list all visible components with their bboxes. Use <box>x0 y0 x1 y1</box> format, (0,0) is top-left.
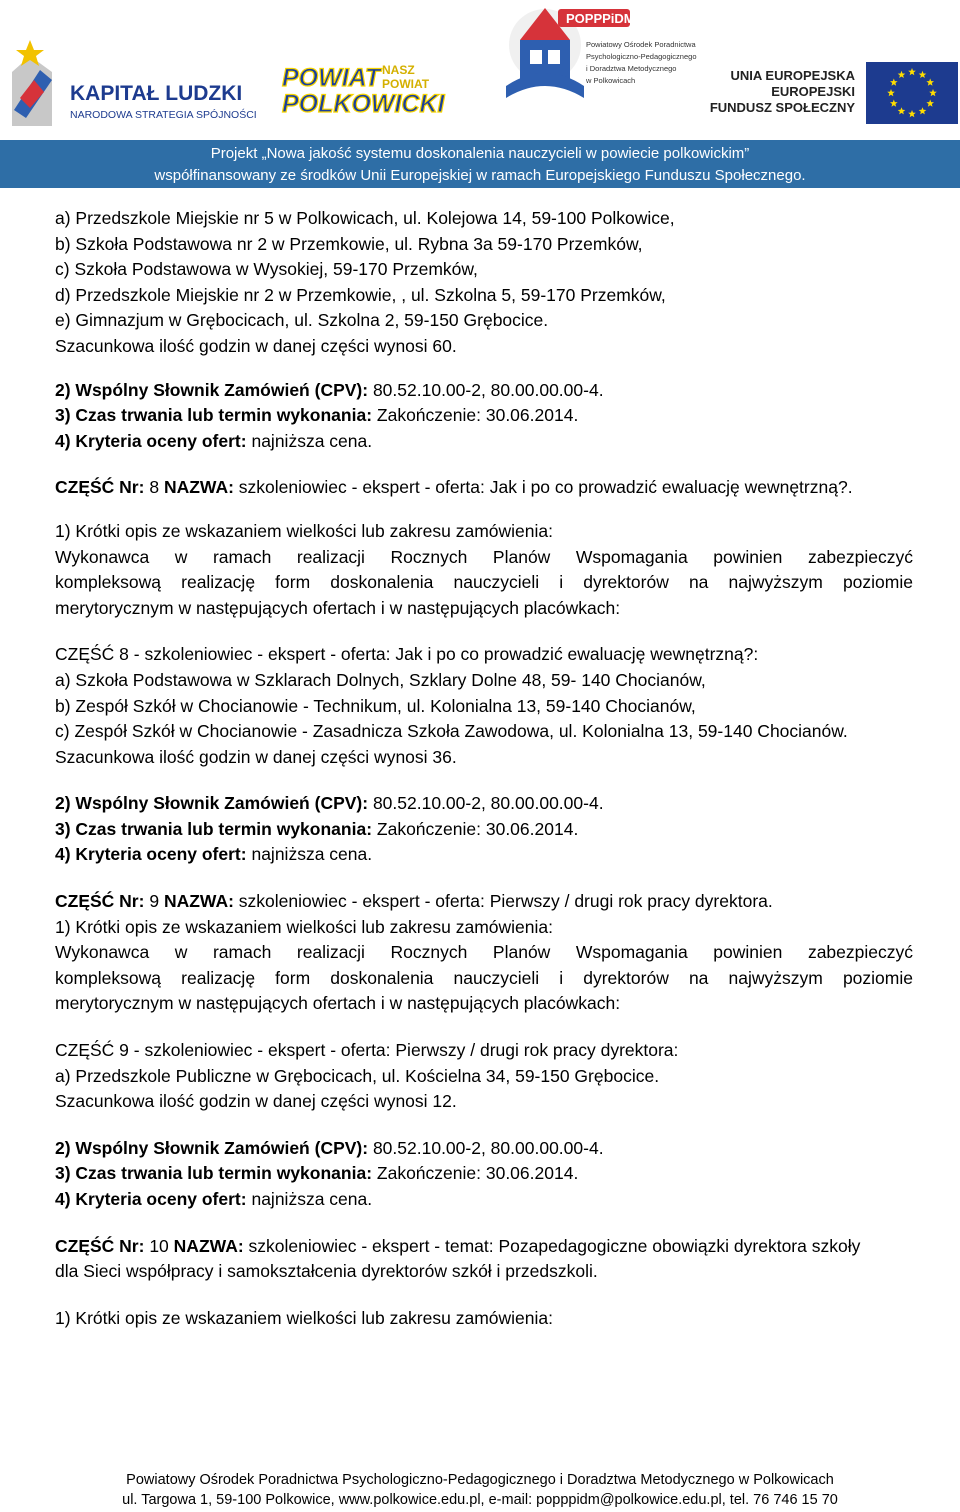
criteria-value: najniższa cena. <box>251 844 373 865</box>
criteria-line <box>55 1187 913 1213</box>
hours-note: Szacunkowa ilość godzin w danej części wynosi 12. <box>55 1091 457 1112</box>
time-label: 3) Czas trwania lub termin wykonania: <box>55 405 373 426</box>
poppidm-badge: POPPPiDM <box>566 11 635 26</box>
document-body <box>55 206 913 1331</box>
powiat-line2: POLKOWICKI <box>282 90 445 118</box>
list-item: a) Przedszkole Miejskie nr 5 w Polkowicach, ul. Kolejowa 14, 59-100 Polkowice, <box>55 208 675 228</box>
cpv-label: 2) Wspólny Słownik Zamówień (CPV): <box>55 1137 369 1158</box>
ue-line1: UNIA EUROPEJSKA <box>730 68 855 83</box>
part-name: szkoleniowiec - ekspert - temat: Pozapedagogiczne obowiązki dyrektora szkoły <box>248 1235 861 1256</box>
list-item: e) Gimnazjum w Grębocicach, ul. Szkolna 2, 59-150 Grębocice. <box>55 310 549 331</box>
criteria-label: 4) Kryteria oceny ofert: <box>55 1189 247 1209</box>
poppidm-line4: w Polkowicach <box>586 76 636 85</box>
part-name: szkoleniowiec - ekspert - oferta: Jak i po co prowadzić ewaluację wewnętrzną?. <box>238 477 853 498</box>
part-heading <box>55 475 913 501</box>
list-item: c) Zespół Szkół w Chocianowie - Zasadnicza Szkoła Zawodowa, ul. Kolonialna 13, 59-140 Chocianów. <box>55 721 848 742</box>
description-text: merytorycznym w następujących ofertach i w następujących placówkach: <box>55 597 621 618</box>
project-line1: Projekt „Nowa jakość systemu doskonalenia nauczycieli w powiecie polkowickim” <box>210 145 750 162</box>
part-label: CZĘŚĆ Nr: <box>55 891 145 912</box>
part-heading <box>55 1234 913 1260</box>
part-number: 8 <box>149 477 160 498</box>
time-line <box>55 403 913 429</box>
criteria-label: 4) Kryteria oceny ofert: <box>55 844 247 865</box>
description-label: 1) Krótki opis ze wskazaniem wielkości lub zakresu zamówienia: <box>55 1307 553 1328</box>
kapital-ludzki-logo <box>12 40 257 126</box>
time-value: Zakończenie: 30.06.2014. <box>376 818 579 839</box>
footer-line1: Powiatowy Ośrodek Poradnictwa Psychologiczno-Pedagogicznego i Doradztwa Metodycznego w Polkowicach <box>126 1472 834 1488</box>
description-text: Wykonawca w ramach realizacji Rocznych Planów Wspomagania powinien zabezpieczyć <box>55 546 913 567</box>
powiat-slogan2: POWIAT <box>382 77 430 91</box>
list-item: d) Przedszkole Miejskie nr 2 w Przemkowie, , ul. Szkolna 5, 59-170 Przemków, <box>55 284 666 305</box>
cpv-value: 80.52.10.00-2, 80.00.00.00-4. <box>372 793 604 814</box>
part-subheading: CZĘŚĆ 8 - szkoleniowiec - ekspert - oferta: Jak i po co prowadzić ewaluację wewnętrzną?: <box>55 644 759 665</box>
footer-line2: ul. Targowa 1, 59-100 Polkowice, www.polkowice.edu.pl, e-mail: popppidm@polkowice.edu.pl, tel. 76 746 15 70 <box>122 1492 838 1508</box>
list-item: b) Zespół Szkół w Chocianowie - Technikum, ul. Kolonialna 13, 59-140 Chocianów, <box>55 695 696 716</box>
poppidm-line1: Powiatowy Ośrodek Poradnictwa <box>586 40 696 49</box>
time-value: Zakończenie: 30.06.2014. <box>376 405 579 426</box>
description-text: Wykonawca w ramach realizacji Rocznych Planów Wspomagania powinien zabezpieczyć <box>55 942 913 963</box>
part-subheading: CZĘŚĆ 9 - szkoleniowiec - ekspert - oferta: Pierwszy / drugi rok pracy dyrektora: <box>55 1040 679 1061</box>
name-label: NAZWA: <box>173 1235 244 1256</box>
part-name-cont: dla Sieci współpracy i samokształcenia dyrektorów szkół i przedszkoli. <box>55 1261 598 1282</box>
list-item: b) Szkoła Podstawowa nr 2 w Przemkowie, ul. Rybna 3a 59-170 Przemków, <box>55 233 643 254</box>
description-text: kompleksową realizację form doskonalenia nauczycieli i dyrektorów na najwyższym poziomie <box>55 967 913 988</box>
kapital-title: KAPITAŁ LUDZKI <box>70 82 243 105</box>
part-number: 10 <box>149 1235 169 1256</box>
cpv-value: 80.52.10.00-2, 80.00.00.00-4. <box>372 1137 604 1158</box>
name-label: NAZWA: <box>163 477 234 498</box>
cpv-line <box>55 378 913 404</box>
time-value: Zakończenie: 30.06.2014. <box>376 1163 579 1184</box>
page-footer <box>0 1470 960 1510</box>
description-label: 1) Krótki opis ze wskazaniem wielkości lub zakresu zamówienia: <box>55 520 553 541</box>
description-text: kompleksową realizację form doskonalenia nauczycieli i dyrektorów na najwyższym poziomie <box>55 572 913 593</box>
powiat-slogan1: NASZ <box>382 63 415 77</box>
kapital-subtitle: NARODOWA STRATEGIA SPÓJNOŚCI <box>70 109 257 121</box>
cpv-value: 80.52.10.00-2, 80.00.00.00-4. <box>372 379 604 400</box>
time-line <box>55 1161 913 1187</box>
description-label: 1) Krótki opis ze wskazaniem wielkości lub zakresu zamówienia: <box>55 916 553 937</box>
project-line2: współfinansowany ze środków Unii Europejskiej w ramach Europejskiego Funduszu Społecznego. <box>154 167 806 184</box>
part-name: szkoleniowiec - ekspert - oferta: Pierwszy / drugi rok pracy dyrektora. <box>238 891 773 912</box>
list-item: a) Przedszkole Publiczne w Grębocicach, ul. Kościelna 34, 59-150 Grębocice. <box>55 1065 660 1086</box>
criteria-value: najniższa cena. <box>251 1189 373 1209</box>
part-label: CZĘŚĆ Nr: <box>55 1235 145 1256</box>
cpv-label: 2) Wspólny Słownik Zamówień (CPV): <box>55 793 369 814</box>
ue-logo <box>710 62 958 124</box>
part-number: 9 <box>149 891 160 912</box>
cpv-line <box>55 1136 913 1162</box>
time-label: 3) Czas trwania lub termin wykonania: <box>55 818 373 839</box>
criteria-line <box>55 429 913 455</box>
list-item: a) Szkoła Podstawowa w Szklarach Dolnych, Szklary Dolne 48, 59- 140 Chocianów, <box>55 669 706 690</box>
logo-band <box>0 0 960 140</box>
powiat-polkowicki-logo <box>282 63 446 118</box>
criteria-value: najniższa cena. <box>251 430 373 451</box>
cpv-label: 2) Wspólny Słownik Zamówień (CPV): <box>55 379 369 400</box>
cpv-line <box>55 791 913 817</box>
criteria-label: 4) Kryteria oceny ofert: <box>55 430 247 451</box>
criteria-line <box>55 842 913 868</box>
poppidm-logo <box>506 8 697 98</box>
project-bar <box>0 140 960 188</box>
part-heading <box>55 889 913 915</box>
name-label: NAZWA: <box>163 891 234 912</box>
time-line <box>55 817 913 843</box>
hours-note: Szacunkowa ilość godzin w danej części wynosi 36. <box>55 746 457 767</box>
hours-note: Szacunkowa ilość godzin w danej części wynosi 60. <box>55 335 457 356</box>
part-label: CZĘŚĆ Nr: <box>55 477 145 498</box>
description-text: merytorycznym w następujących ofertach i w następujących placówkach: <box>55 993 621 1014</box>
page-header <box>0 0 960 188</box>
ue-line2: EUROPEJSKI <box>771 84 855 99</box>
ue-line3: FUNDUSZ SPOŁECZNY <box>709 100 855 115</box>
powiat-line1: POWIAT <box>282 64 381 92</box>
list-item: c) Szkoła Podstawowa w Wysokiej, 59-170 Przemków, <box>55 259 478 280</box>
poppidm-line3: i Doradztwa Metodycznego <box>586 64 677 73</box>
time-label: 3) Czas trwania lub termin wykonania: <box>55 1163 373 1184</box>
poppidm-line2: Psychologiczno-Pedagogicznego <box>586 52 697 61</box>
